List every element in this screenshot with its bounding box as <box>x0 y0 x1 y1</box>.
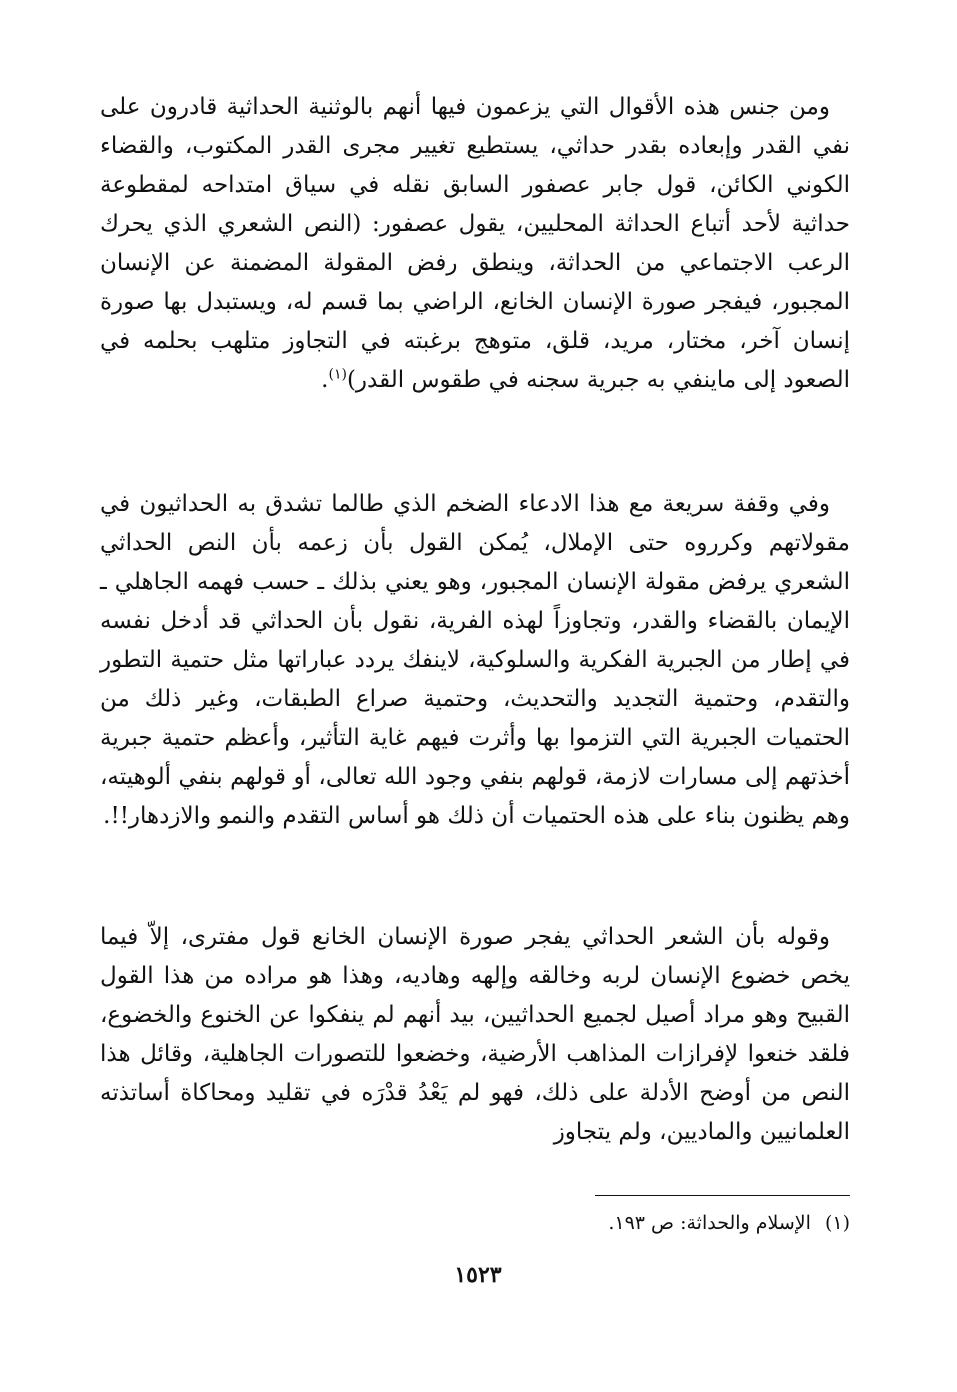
paragraph-3 <box>100 918 850 1152</box>
quote-end-mark: . <box>321 367 329 393</box>
footnote-reference: (١) <box>328 366 347 383</box>
paragraph-1-text: ومن جنس هذه الأقوال التي يزعمون فيها أنهم بالوثنية الحداثية قادرون على نفي القدر وإبعاده بقدر حداثي، يستطيع تغيير مجرى القدر المكتوب، والقضاء الكوني الكائن، قول جابر عصفور السابق نقله في سياق امتداحه لمقطوعة حداثية لأحد أتباع الحداثة المحليين، يقول عصفور: (النص الشعري الذي يحرك الرعب الاجتماعي من الحداثة، وينطق رفض المقولة المضمنة عن الإنسان المجبور، فيفجر صورة الإنسان الخانع، الراضي بما قسم له، ويستبدل بها صورة إنسان آخر، مختار، مريد، قلق، متوهج برغبته في التجاوز متلهب بحلمه في الصعود إلى ماينفي به جبرية سجنه في طقوس القدر) <box>100 94 850 393</box>
paragraph-3-text: وقوله بأن الشعر الحداثي يفجر صورة الإنسان الخانع قول مفترى، إلاّ فيما يخص خضوع الإنسان لربه وخالقه وإلهه وهاديه، وهذا هو مراده من هذا القول القبيح وهو مراد أصيل لجميع الحداثيين، بيد أنهم لم ينفكوا عن الخنوع والخضوع، فلقد خنعوا لإفرازات المذاهب الأرضية، وخضعوا للتصورات الجاهلية، وقائل هذا النص من أوضح الأدلة على ذلك، فهو لم يَعْدُ قدْرَه في تقليد ومحاكاة أساتذته العلمانيين والماديين، ولم يتجاوز <box>100 924 850 1145</box>
footnote-number: (١) <box>824 1212 850 1234</box>
paragraph-1 <box>100 88 850 400</box>
paragraph-2-text: وفي وقفة سريعة مع هذا الادعاء الضخم الذي طالما تشدق به الحداثيون في مقولاتهم وكرروه حتى الإملال، يُمكن القول بأن زعمه بأن النص الحداثي الشعري يرفض مقولة الإنسان المجبور، وهو يعني بذلك ـ حسب فهمه الجاهلي ـ الإيمان بالقضاء والقدر، وتجاوزاً لهذه الفرية، نقول بأن الحداثي قد أدخل نفسه في إطار من الجبرية الفكرية والسلوكية، لاينفك يردد عباراتها مثل حتمية التطور والتقدم، وحتمية التجديد والتحديث، وحتمية صراع الطبقات، وغير ذلك من الحتميات الجبرية التي التزموا بها وأثرت فيهم غاية التأثير، وأعظم حتمية جبرية أخذتهم إلى مسارات لازمة، قولهم بنفي وجود الله تعالى، أو قولهم بنفي ألوهيته، وهم يظنون بناء على هذه الحتميات أن ذلك هو أساس التقدم والنمو والازدهار!!. <box>100 491 850 829</box>
footnote <box>400 1208 850 1238</box>
page-number: ١٥٢٣ <box>454 1262 502 1288</box>
footnote-separator <box>595 1195 850 1196</box>
paragraph-2 <box>100 485 850 836</box>
footnote-text: الإسلام والحداثة: ص ١٩٣. <box>608 1212 811 1234</box>
